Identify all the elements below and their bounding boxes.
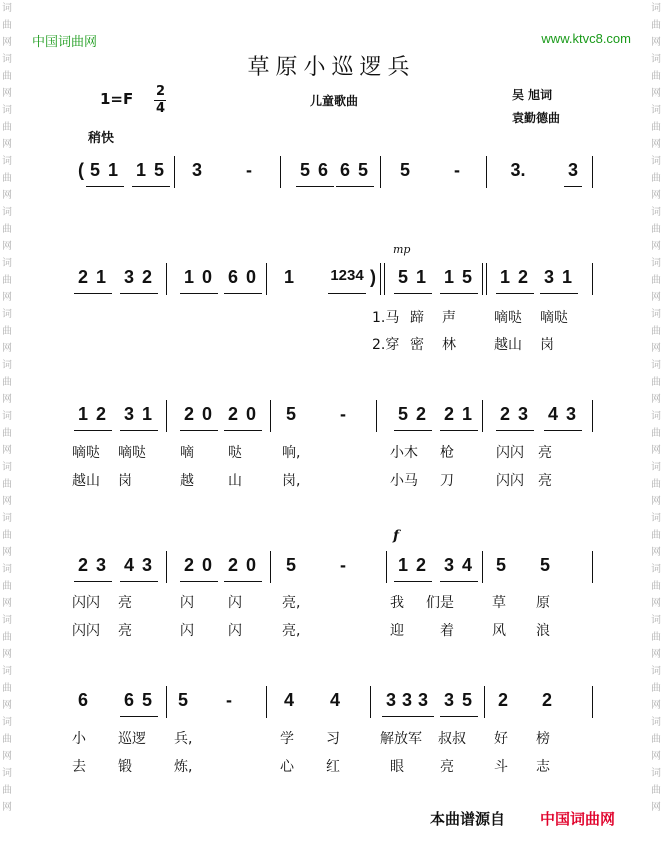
lyric-word: 浪 <box>536 623 550 639</box>
lyric-word: 哒 <box>228 445 242 461</box>
lyrics-line-2-verse-1 <box>70 307 600 327</box>
lyric-word: 好 <box>494 731 508 747</box>
dynamic-f: f <box>393 528 400 544</box>
barline <box>484 686 485 718</box>
lyric-word: 岗 <box>540 337 554 353</box>
lyric-word: 岗, <box>282 473 301 489</box>
lyric-word: 越山 <box>72 473 100 489</box>
note: - <box>454 160 460 180</box>
lyric-word: 原 <box>536 595 550 611</box>
note: 5 <box>399 160 410 180</box>
note: 3 <box>123 267 134 287</box>
note: 0 <box>245 267 256 287</box>
time-signature-bottom: 4 <box>156 101 166 116</box>
barline <box>166 400 167 432</box>
lyric-word: 兵, <box>174 731 193 747</box>
note: 1 <box>77 404 88 424</box>
footer-site-link[interactable]: 中国词曲网 <box>540 810 616 828</box>
barline <box>376 400 377 432</box>
lyric-word: 越山 <box>494 337 522 353</box>
underline-beam <box>74 293 112 294</box>
barline <box>592 400 593 432</box>
note: 5 <box>357 160 368 180</box>
staff-line-2 <box>70 267 600 297</box>
underline-beam <box>440 716 478 717</box>
lyric-word: 声 <box>442 310 456 326</box>
note: 3 <box>443 555 454 575</box>
lyric-word: 解放军 <box>380 731 422 747</box>
lyric-word: 红 <box>326 759 340 775</box>
lyric-word: 蹄 <box>410 310 424 326</box>
note: 5 <box>141 690 152 710</box>
lyric-word: 2.穿 <box>372 337 400 353</box>
note: 6 <box>77 690 88 710</box>
lyric-word: 刀 <box>440 473 454 489</box>
barline <box>384 263 385 295</box>
note: 6 <box>123 690 134 710</box>
note: ( <box>78 160 84 180</box>
lyric-word: 闪闪 <box>496 445 524 461</box>
note: 1 <box>415 267 426 287</box>
lyric-word: 越 <box>180 473 194 489</box>
note: 2 <box>77 267 88 287</box>
underline-beam <box>180 430 218 431</box>
barline <box>270 400 271 432</box>
barline <box>592 686 593 718</box>
underline-beam <box>132 186 170 187</box>
barline <box>486 263 487 295</box>
note: 6 <box>227 267 238 287</box>
lyrics-line-4-verse-1 <box>70 592 600 612</box>
note: 3 <box>385 690 396 710</box>
underline-beam <box>394 581 432 582</box>
underline-beam <box>382 716 434 717</box>
lyric-word: 闪 <box>180 623 194 639</box>
tempo-marking: 稍快 <box>88 131 115 146</box>
underline-beam <box>180 293 218 294</box>
lyric-word: 榜 <box>536 731 550 747</box>
barline <box>592 551 593 583</box>
note: 2 <box>141 267 152 287</box>
lyric-word: 学 <box>280 731 294 747</box>
lyric-word: 闪闪 <box>72 595 100 611</box>
lyric-word: 山 <box>228 473 242 489</box>
underline-beam <box>440 430 478 431</box>
lyric-word: 亮 <box>538 445 552 461</box>
barline <box>266 686 267 718</box>
underline-beam <box>394 430 432 431</box>
underline-beam <box>496 430 534 431</box>
lyrics-line-3-verse-1 <box>70 442 600 462</box>
lyric-word: 亮 <box>538 473 552 489</box>
lyric-word: 闪闪 <box>72 623 100 639</box>
barline <box>166 551 167 583</box>
lyric-word: 林 <box>442 337 456 353</box>
note: 4 <box>461 555 472 575</box>
underline-beam <box>394 293 432 294</box>
lyric-word: 眼 <box>390 759 404 775</box>
time-signature-top: 2 <box>156 84 166 99</box>
lyric-word: 亮 <box>118 595 132 611</box>
note: 1 <box>283 267 294 287</box>
note: 2 <box>499 404 510 424</box>
lyric-word: 亮, <box>282 623 301 639</box>
note: 5 <box>461 267 472 287</box>
lyric-word: 小马 <box>390 473 418 489</box>
lyrics-line-5-verse-2 <box>70 756 600 776</box>
note: 3 <box>567 160 578 180</box>
lyric-word: 我 <box>390 595 404 611</box>
note: 1 <box>135 160 146 180</box>
note: 3 <box>417 690 428 710</box>
note: 2 <box>183 555 194 575</box>
underline-beam <box>540 293 578 294</box>
note: 3 <box>517 404 528 424</box>
lyric-word: 习 <box>326 731 340 747</box>
side-watermark-left: 词曲网词曲网词曲网词曲网词曲网词曲网词曲网词曲网词曲网词曲网词曲网词曲网词曲网词曲网词曲网词曲网 <box>2 3 12 813</box>
note: 1 <box>397 555 408 575</box>
note: 2 <box>541 690 552 710</box>
lyric-word: 炼, <box>174 759 193 775</box>
barline <box>386 551 387 583</box>
lyric-word: 心 <box>280 759 294 775</box>
underline-beam <box>440 581 478 582</box>
lyric-word: 闪 <box>228 623 242 639</box>
note: 5 <box>397 267 408 287</box>
lyrics-line-3-verse-2 <box>70 470 600 490</box>
barline <box>592 156 593 188</box>
note: 3 <box>141 555 152 575</box>
dynamic-mp: mp <box>393 243 411 256</box>
lyrics-line-2-verse-2 <box>70 334 600 354</box>
barline <box>380 156 381 188</box>
lyric-word: 响, <box>282 445 301 461</box>
note: 5 <box>89 160 100 180</box>
lyric-word: 风 <box>492 623 506 639</box>
note: 5 <box>461 690 472 710</box>
lyric-word: 迎 <box>390 623 404 639</box>
note: 3 <box>191 160 202 180</box>
note: 6 <box>317 160 328 180</box>
lyric-word: 亮 <box>118 623 132 639</box>
lyric-word: 志 <box>536 759 550 775</box>
note: 2 <box>183 404 194 424</box>
note: - <box>340 404 346 424</box>
note: 1 <box>443 267 454 287</box>
lyric-word: 闪 <box>228 595 242 611</box>
footer-source-label: 本曲谱源自 <box>430 810 506 828</box>
composer-credit: 袁勤德曲 <box>512 111 561 125</box>
note: 5 <box>539 555 550 575</box>
note: 5 <box>397 404 408 424</box>
note: - <box>226 690 232 710</box>
note: 1 <box>107 160 118 180</box>
lyric-word: 嘀哒 <box>118 445 146 461</box>
barline <box>486 156 487 188</box>
note: 2 <box>443 404 454 424</box>
note: 1 <box>561 267 572 287</box>
note: 3 <box>123 404 134 424</box>
underline-beam <box>180 581 218 582</box>
song-title: 草原小巡逻兵 <box>247 55 416 80</box>
note: 1 <box>499 267 510 287</box>
note: - <box>340 555 346 575</box>
note: 5 <box>299 160 310 180</box>
underline-beam <box>328 293 366 294</box>
note: 3 <box>565 404 576 424</box>
note: 2 <box>415 404 426 424</box>
watermark-site-name[interactable]: 中国词曲网 <box>32 34 98 49</box>
note: 0 <box>201 404 212 424</box>
underline-beam <box>296 186 334 187</box>
note: 2 <box>415 555 426 575</box>
barline <box>174 156 175 188</box>
note: 4 <box>329 690 340 710</box>
note: 3 <box>543 267 554 287</box>
note: 5 <box>153 160 164 180</box>
note: 1 <box>141 404 152 424</box>
note: 1234 <box>330 267 364 284</box>
lyric-word: 岗 <box>118 473 132 489</box>
watermark-url[interactable]: www.ktvc8.com <box>541 31 631 46</box>
underline-beam <box>564 186 582 187</box>
barline <box>380 263 381 295</box>
underline-beam <box>74 581 112 582</box>
note: 0 <box>201 267 212 287</box>
lyric-word: 叔叔 <box>438 731 466 747</box>
lyric-word: 巡逻 <box>118 731 146 747</box>
underline-beam <box>440 293 478 294</box>
lyric-word: 嘀哒 <box>540 310 568 326</box>
underline-beam <box>120 581 158 582</box>
lyric-word: 小 <box>72 731 86 747</box>
lyric-word: 嘀哒 <box>72 445 100 461</box>
barline <box>280 156 281 188</box>
lyric-word: 草 <box>492 595 506 611</box>
note: 2 <box>227 404 238 424</box>
note: 0 <box>201 555 212 575</box>
note: 2 <box>77 555 88 575</box>
lyric-word: 去 <box>72 759 86 775</box>
staff-line-3 <box>70 404 600 434</box>
note: - <box>246 160 252 180</box>
staff-line-1 <box>70 160 600 190</box>
note: 6 <box>339 160 350 180</box>
lyric-word: 闪闪 <box>496 473 524 489</box>
barline <box>482 400 483 432</box>
lyric-word: 小木 <box>390 445 418 461</box>
lyric-word: 斗 <box>494 759 508 775</box>
lyric-word: 嘀 <box>180 445 194 461</box>
underline-beam <box>86 186 124 187</box>
note: 1 <box>95 267 106 287</box>
note: 2 <box>497 690 508 710</box>
note: 5 <box>177 690 188 710</box>
note: 2 <box>227 555 238 575</box>
staff-line-4 <box>70 555 600 585</box>
note: 1 <box>183 267 194 287</box>
note: 5 <box>285 555 296 575</box>
barline <box>166 686 167 718</box>
lyricist-credit: 吴 旭词 <box>512 88 553 102</box>
note: 1 <box>461 404 472 424</box>
note: 2 <box>517 267 528 287</box>
barline <box>266 263 267 295</box>
underline-beam <box>120 293 158 294</box>
lyric-word: 着 <box>440 623 454 639</box>
note: 4 <box>123 555 134 575</box>
key-signature: 1=F <box>100 90 134 108</box>
barline <box>270 551 271 583</box>
lyric-word: 亮 <box>440 759 454 775</box>
genre-label: 儿童歌曲 <box>310 94 359 108</box>
underline-beam <box>224 430 262 431</box>
lyric-word: 密 <box>410 337 424 353</box>
note: 5 <box>285 404 296 424</box>
underline-beam <box>336 186 374 187</box>
underline-beam <box>544 430 582 431</box>
barline <box>166 263 167 295</box>
lyric-word: 闪 <box>180 595 194 611</box>
note: 3 <box>443 690 454 710</box>
underline-beam <box>224 581 262 582</box>
barline <box>482 263 483 295</box>
underline-beam <box>120 716 158 717</box>
note: 5 <box>495 555 506 575</box>
barline <box>370 686 371 718</box>
barline <box>592 263 593 295</box>
note: 4 <box>283 690 294 710</box>
lyric-word: 们是 <box>426 595 454 611</box>
lyric-word: 亮, <box>282 595 301 611</box>
underline-beam <box>120 430 158 431</box>
lyrics-line-4-verse-2 <box>70 620 600 640</box>
side-watermark-right: 词曲网词曲网词曲网词曲网词曲网词曲网词曲网词曲网词曲网词曲网词曲网词曲网词曲网词曲网词曲网词曲网 <box>651 3 661 813</box>
lyric-word: 嘀哒 <box>494 310 522 326</box>
lyric-word: 枪 <box>440 445 454 461</box>
note: 0 <box>245 404 256 424</box>
lyrics-line-5-verse-1 <box>70 728 600 748</box>
staff-line-5 <box>70 690 600 720</box>
note: 3 <box>401 690 412 710</box>
note: ) <box>370 267 376 287</box>
note: 3 <box>95 555 106 575</box>
note: 4 <box>547 404 558 424</box>
note: 0 <box>245 555 256 575</box>
lyric-word: 1.马 <box>372 310 400 326</box>
lyric-word: 锻 <box>118 759 132 775</box>
underline-beam <box>496 293 534 294</box>
note: 3. <box>510 160 526 180</box>
underline-beam <box>74 430 112 431</box>
underline-beam <box>224 293 262 294</box>
barline <box>482 551 483 583</box>
note: 2 <box>95 404 106 424</box>
